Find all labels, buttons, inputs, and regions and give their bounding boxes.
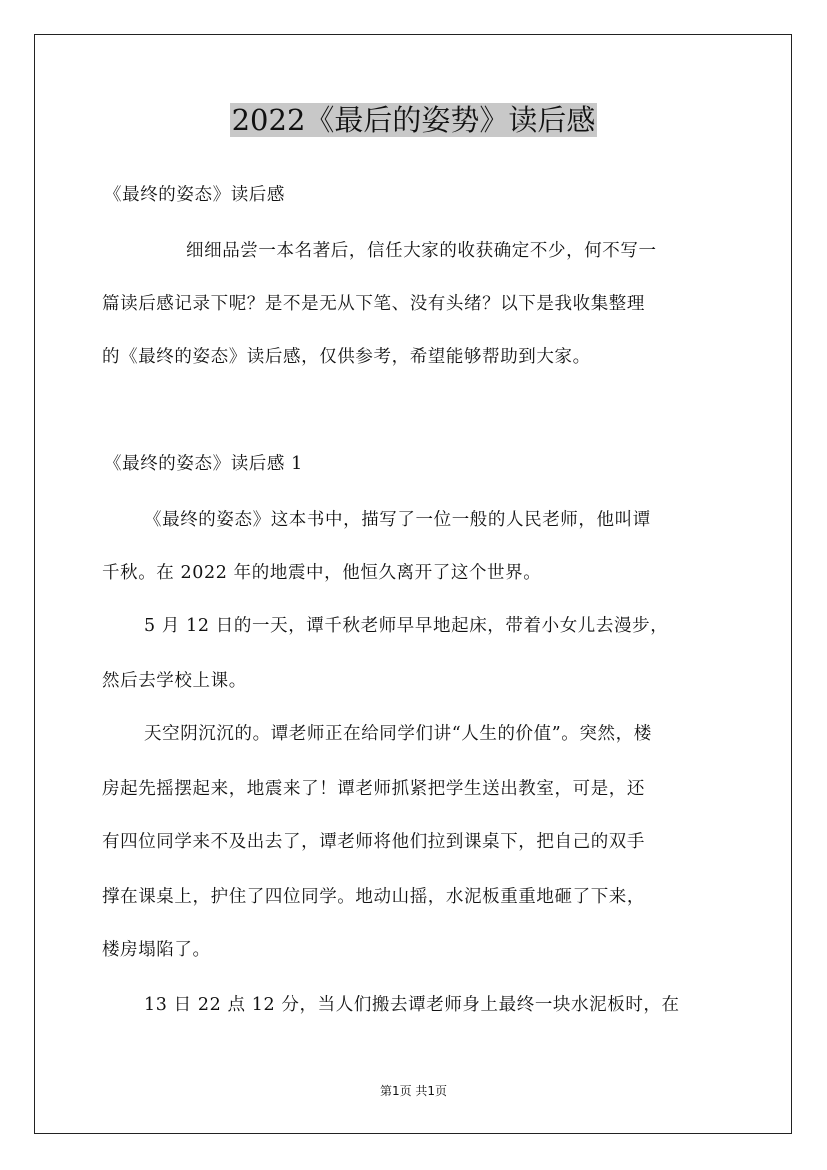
intro-line: 的《最终的姿态》读后感，仅供参考，希望能够帮助到大家。: [102, 347, 591, 367]
body-line: 千秋。在 2022 年的地震中，他恒久离开了这个世界。: [102, 563, 542, 583]
section-heading: 《最终的姿态》读后感 1: [104, 454, 303, 474]
document-title: [0, 100, 827, 140]
document-title-text: 2022《最后的姿势》读后感: [231, 103, 596, 137]
page-footer: 第1页 共1页: [379, 1084, 448, 1098]
body-line: 撑在课桌上，护住了四位同学。地动山摇，水泥板重重地砸了下来，: [102, 887, 645, 907]
body-line: 13 日 22 点 12 分，当人们搬去谭老师身上最终一块水泥板时，在: [144, 995, 680, 1015]
body-line: 天空阴沉沉的。谭老师正在给同学们讲“人生的价值”。突然，楼: [144, 724, 652, 744]
body-line: 《最终的姿态》这本书中，描写了一位一般的人民老师，他叫谭: [144, 510, 651, 530]
body-line: 有四位同学来不及出去了，谭老师将他们拉到课桌下，把自己的双手: [102, 832, 645, 852]
intro-line: 细细品尝一本名著后，信任大家的收获确定不少，何不写一: [186, 241, 657, 261]
body-line: 房起先摇摆起来，地震来了！谭老师抓紧把学生送出教室，可是，还: [102, 779, 645, 799]
intro-line: 篇读后感记录下呢？是不是无从下笔、没有头绪？以下是我收集整理: [102, 294, 645, 314]
body-line: 然后去学校上课。: [102, 671, 247, 691]
subtitle: 《最终的姿态》读后感: [104, 185, 285, 205]
body-line: 5 月 12 日的一天，谭千秋老师早早地起床，带着小女儿去漫步，: [144, 616, 669, 636]
body-line: 楼房塌陷了。: [102, 940, 211, 960]
